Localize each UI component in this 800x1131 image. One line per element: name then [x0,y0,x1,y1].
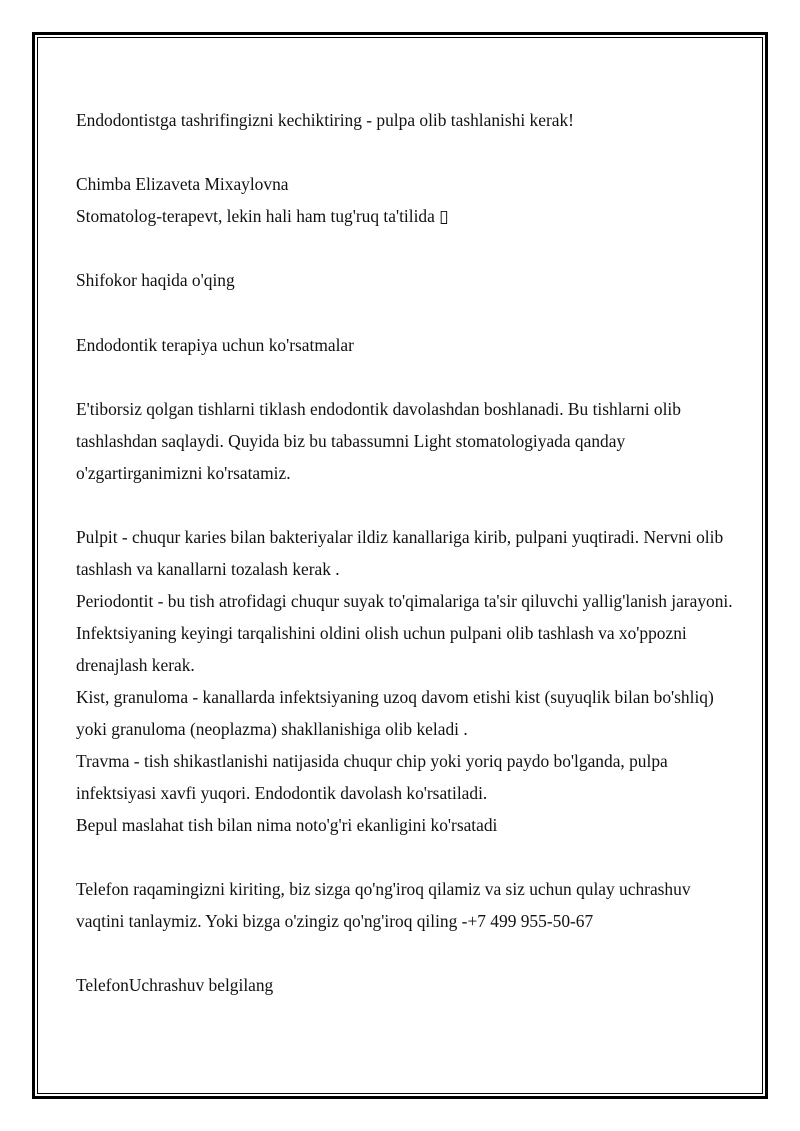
about-doctor-link[interactable]: Shifokor haqida o'qing [76,270,235,290]
intro-paragraph: E'tiborsiz qolgan tishlarni tiklash endodontik davolashdan boshlanadi. Bu tishlarni olib tashlashdan saqlaydi. Quyida biz bu tabassumni Light stomatologiyada qanday o'zgartirganimizni ko'rsatamiz. [76,399,681,483]
indication-pulpit: Pulpit - chuqur karies bilan bakteriyalar ildiz kanallariga kirib, pulpani yuqtiradi. Nervni olib tashlash va kanallarni tozalash kerak . [76,527,724,579]
indication-periodontitis: Periodontit - bu tish atrofidagi chuqur suyak to'qimalariga ta'sir qiluvchi yallig'lanish jarayoni. Infektsiyaning keyingi tarqalishini oldini olish uchun pulpani olib tashlash va xo'ppozni drenajlash kerak. [76,591,733,675]
phone-paragraph: Telefon raqamingizni kiriting, biz sizga qo'ng'iroq qilamiz va siz uchun qulay uchrashuv vaqtini tanlaymiz. Yoki bizga o'zingiz qo'ng'iroq qiling -+7 499 955-50-67 [76,879,691,931]
appointment-button[interactable]: Uchrashuv belgilang [128,975,274,995]
title-line: Endodontistga tashrifingizni kechiktiring - pulpa olib tashlanishi kerak! [76,110,574,130]
indications-heading: Endodontik terapiya uchun ko'rsatmalar [76,335,354,355]
free-consultation-text: Bepul maslahat tish bilan nima noto'g'ri ekanligini ko'rsatadi [76,815,498,835]
indication-cyst-granuloma: Kist, granuloma - kanallarda infektsiyaning uzoq davom etishi kist (suyuqlik bilan bo'shliq) yoki granuloma (neoplazma) shakllanishiga olib keladi . [76,687,714,739]
author-name: Chimba Elizaveta Mixaylovna [76,174,289,194]
phone-field-label[interactable]: Telefon [76,975,129,995]
author-role: Stomatolog-terapevt, lekin hali ham tug'ruq ta'tilida ▯ [76,206,449,226]
indication-trauma: Travma - tish shikastlanishi natijasida chuqur chip yoki yoriq paydo bo'lganda, pulpa infektsiyasi xavfi yuqori. Endodontik davolash ko'rsatiladi. [76,751,668,803]
document-body [76,104,736,1001]
form-labels [76,969,736,1001]
